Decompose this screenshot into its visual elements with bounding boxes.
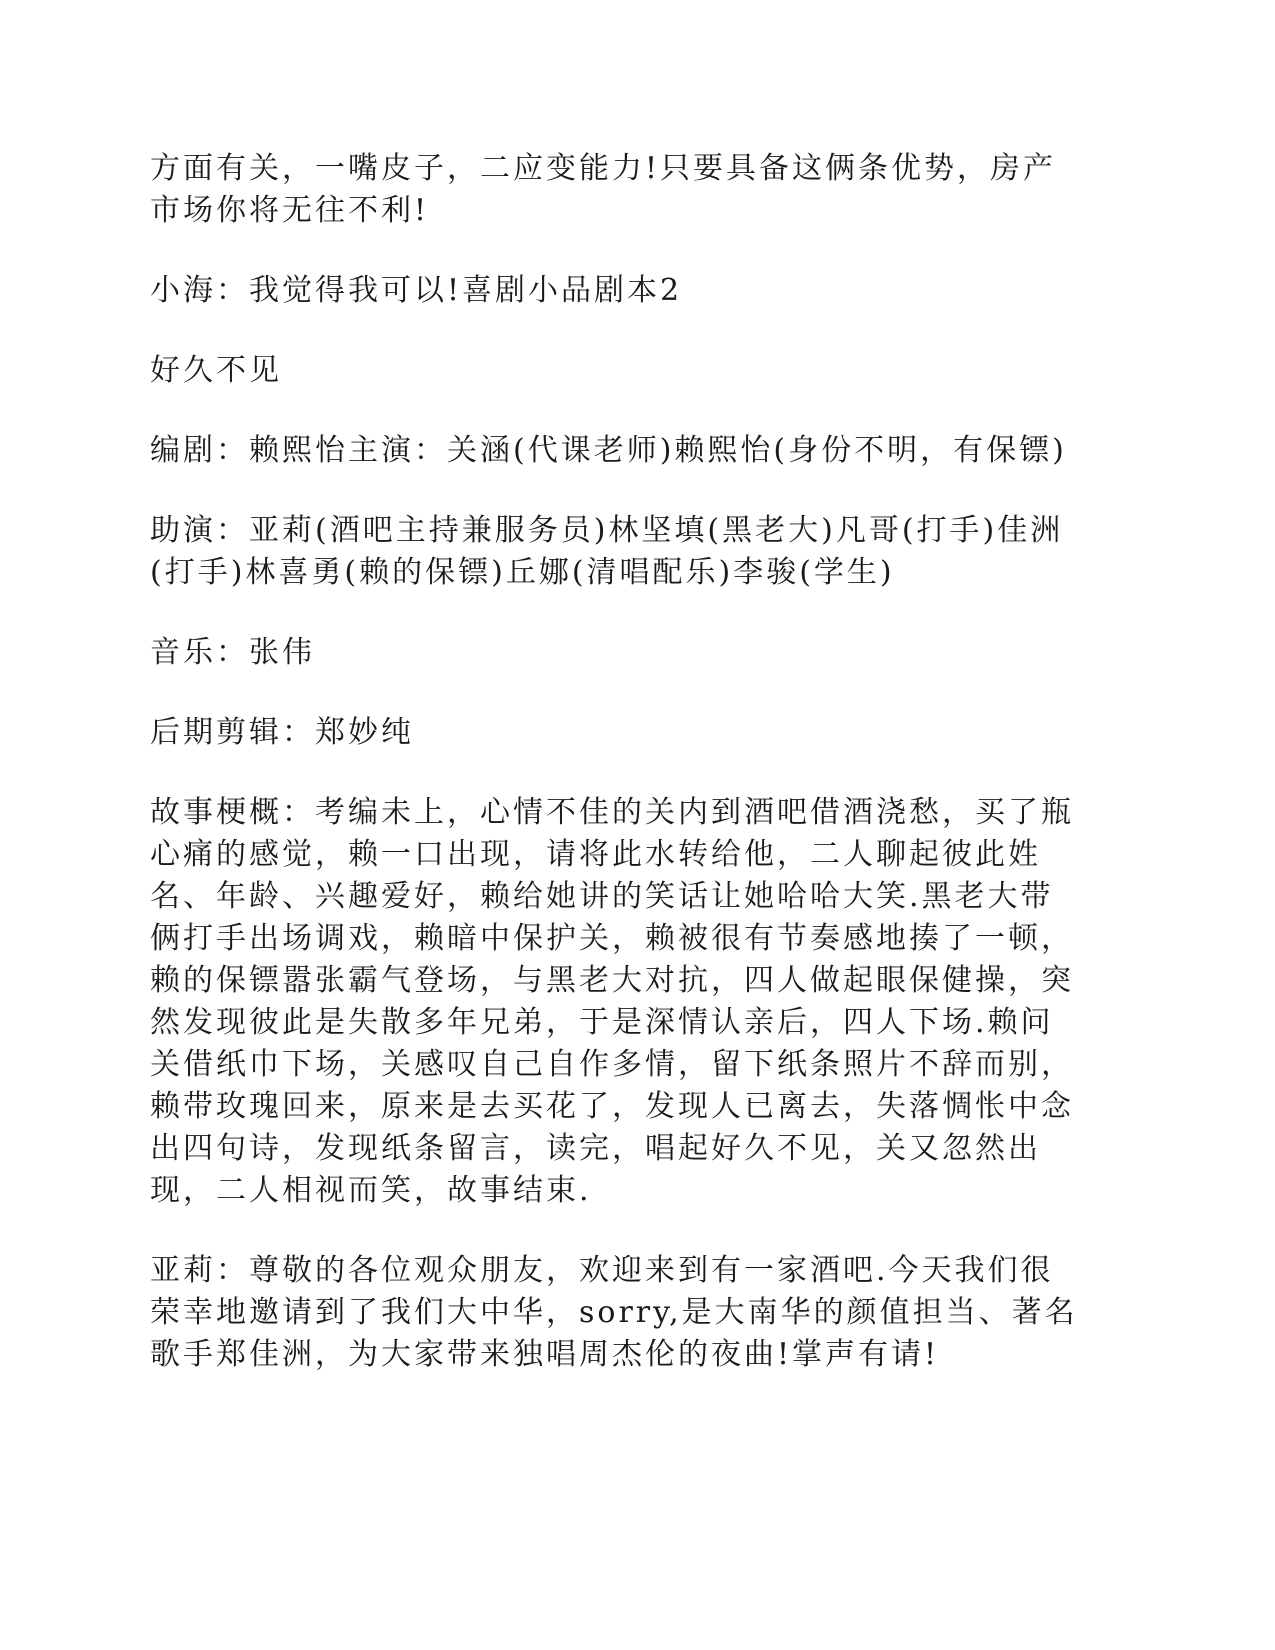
paragraph-supporting-cast: 助演：亚莉(酒吧主持兼服务员)林坚填(黑老大)凡哥(打手)佳洲(打手)林喜勇(赖的保镖)丘娜(清唱配乐)李骏(学生)	[150, 513, 1064, 590]
paragraph-yali-opening: 亚莉：尊敬的各位观众朋友，欢迎来到有一家酒吧.今天我们很荣幸地邀请到了我们大中华，sorry,是大南华的颜值担当、著名歌手郑佳洲，为大家带来独唱周杰伦的夜曲!掌声有请!	[150, 1253, 1078, 1372]
paragraph-writer-cast: 编剧：赖熙怡主演：关涵(代课老师)赖熙怡(身份不明，有保镖)	[150, 433, 1067, 468]
paragraph-music-credit: 音乐：张伟	[150, 635, 315, 670]
paragraph-script-title: 好久不见	[150, 353, 282, 388]
paragraph-xiaohai-line: 小海：我觉得我可以!喜剧小品剧本2	[150, 273, 683, 308]
paragraph-intro-continuation: 方面有关，一嘴皮子，二应变能力!只要具备这俩条优势，房产市场你将无往不利!	[150, 151, 1057, 228]
paragraph-editing-credit: 后期剪辑：郑妙纯	[150, 715, 414, 750]
paragraph-story-synopsis: 故事梗概：考编未上，心情不佳的关内到酒吧借酒浇愁，买了瓶心痛的感觉，赖一口出现，请将此水转给他，二人聊起彼此姓名、年龄、兴趣爱好，赖给她讲的笑话让她哈哈大笑.黑老大带俩打手出场调戏，赖暗中保护关，赖被很有节奏感地揍了一顿，赖的保镖嚣张霸气登场，与黑老大对抗，四人做起眼保健操，突然发现彼此是失散多年兄弟，于是深情认亲后，四人下场.赖问关借纸巾下场，关感叹自己自作多情，留下纸条照片不辞而别，赖带玫瑰回来，原来是去买花了，发现人已离去，失落惆怅中念出四句诗，发现纸条留言，读完，唱起好久不见，关又忽然出现，二人相视而笑，故事结束.	[150, 795, 1074, 1208]
document-body	[150, 148, 1085, 1414]
